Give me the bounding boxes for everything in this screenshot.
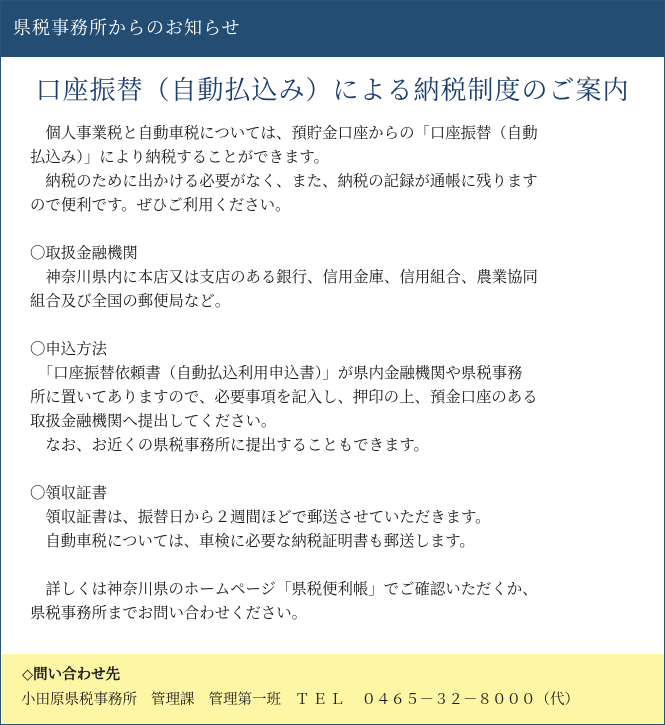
section-line: 自動車税については、車検に必要な納税証明書も郵送します。 bbox=[30, 532, 475, 550]
page-title: 口座振替（自動払込み）による納税制度のご案内 bbox=[35, 76, 630, 106]
contact-details bbox=[21, 690, 579, 710]
intro-line: ので便利です。ぜひご利用ください。 bbox=[30, 196, 291, 214]
section-heading: 〇申込方法 bbox=[30, 340, 107, 358]
contact-office: 小田原県税事務所 bbox=[21, 692, 137, 708]
contact-label: ◇問い合わせ先 bbox=[22, 667, 121, 683]
intro-line: 払込み）」により納税することができます。 bbox=[30, 148, 329, 166]
closing-line: 詳しくは神奈川県のホームページ「県税便利帳」でご確認いただくか、 bbox=[30, 580, 538, 598]
tel-number: ０４６５－３２－８０００（代） bbox=[361, 692, 579, 708]
spacer bbox=[30, 457, 642, 481]
intro-paragraph bbox=[30, 121, 642, 217]
intro-line: 個人事業税と自動車税については、預貯金口座からの「口座振替（自動 bbox=[30, 124, 538, 142]
spacer bbox=[30, 553, 642, 577]
tel-label: ＴＥＬ bbox=[295, 692, 348, 708]
section-heading: 〇取扱金融機関 bbox=[30, 244, 138, 262]
section-application bbox=[30, 337, 642, 457]
section-receipt bbox=[30, 481, 642, 553]
contact-footer bbox=[2, 654, 664, 724]
notice-body bbox=[30, 121, 642, 625]
intro-line: 納税のために出かける必要がなく、また、納税の記録が通帳に残ります bbox=[30, 172, 538, 190]
section-institutions bbox=[30, 241, 642, 313]
closing-paragraph bbox=[30, 577, 642, 625]
header-bar bbox=[1, 1, 664, 57]
contact-division: 管理課 bbox=[151, 692, 195, 708]
section-line: 「口座振替依頼書（自動払込利用申込書）」が県内金融機関や県税事務 bbox=[30, 364, 523, 382]
section-line: なお、お近くの県税事務所に提出することもできます。 bbox=[30, 436, 429, 454]
section-line: 所に置いてありますので、必要事項を記入し、押印の上、預金口座のある bbox=[30, 388, 538, 406]
section-heading: 〇領収証書 bbox=[30, 484, 107, 502]
closing-line: 県税事務所までお問い合わせください。 bbox=[30, 604, 308, 622]
section-line: 神奈川県内に本店又は支店のある銀行、信用金庫、信用組合、農業協同 bbox=[30, 268, 538, 286]
section-line: 取扱金融機関へ提出してください。 bbox=[30, 412, 277, 430]
header-title: 県税事務所からのお知らせ bbox=[13, 18, 241, 39]
section-line: 組合及び全国の郵便局など。 bbox=[30, 292, 231, 310]
spacer bbox=[30, 217, 642, 241]
spacer bbox=[30, 313, 642, 337]
contact-team: 管理第一班 bbox=[208, 692, 281, 708]
section-line: 領収証書は、振替日から２週間ほどで郵送させていただきます。 bbox=[30, 508, 491, 526]
